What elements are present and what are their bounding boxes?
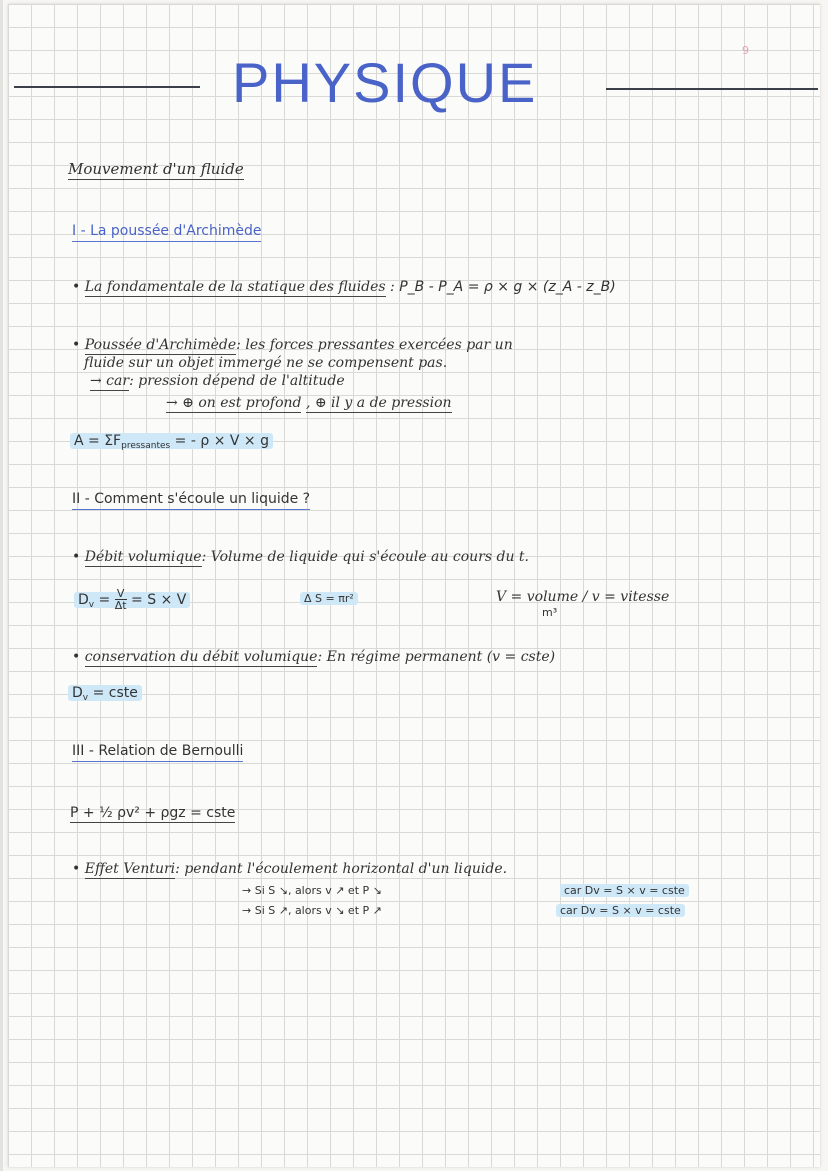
title-rule-left xyxy=(14,86,200,88)
dv-frac-den: Δt xyxy=(114,599,127,612)
arrow-line xyxy=(166,394,452,412)
bernoulli-formula xyxy=(70,804,235,822)
venturi-case-2: → Si S ↗, alors v ↘ et P ↗ xyxy=(242,904,382,917)
arrow-line-1: → ⊕ on est profond xyxy=(166,395,302,411)
formula-a: A = ΣF xyxy=(74,433,122,449)
arrow-line-2: , ⊕ il y a de pression xyxy=(305,395,452,411)
dv-symbol: D xyxy=(78,591,89,608)
dv-cste-symbol: D xyxy=(72,685,83,701)
dv-rhs: = S × V xyxy=(131,591,187,608)
conservation-line: • conservation du débit volumique: En régime permanent (v = cste) xyxy=(72,649,556,665)
poussee-label: Poussée d'Archimède xyxy=(84,337,237,353)
car-line xyxy=(90,372,345,390)
surface-formula-text: Δ S = πr² xyxy=(300,592,358,605)
car-text: : pression dépend de l'altitude xyxy=(129,373,345,389)
venturi-line: • Effet Venturi: pendant l'écoulement horizontal d'un liquide. xyxy=(72,861,508,877)
poussee-line-1: • Poussée d'Archimède: les forces pressantes exercées par un xyxy=(72,337,513,353)
fondamentale-formula: P_B - P_A = ρ × g × (z_A - z_B) xyxy=(399,279,616,295)
poussee-text-2: fluide sur un objet immergé ne se compensent pas. xyxy=(84,355,448,371)
debit-line: • Débit volumique: Volume de liquide qui s'écoule au cours du t. xyxy=(72,549,529,565)
formula-a-rhs: = - ρ × V × g xyxy=(174,433,269,449)
topic-title: Mouvement d'un fluide xyxy=(68,160,244,178)
venturi-case-1-note: car Dv = S × v = cste xyxy=(560,882,689,900)
conservation-text: : En régime permanent (v = cste) xyxy=(317,649,556,665)
section3-heading: III - Relation de Bernoulli xyxy=(72,742,243,762)
venturi-case-1: → Si S ↘, alors v ↗ et P ↘ xyxy=(242,884,382,897)
page-title: PHYSIQUE xyxy=(232,51,538,114)
dv-sub: v xyxy=(88,599,95,610)
formula-a-sub: pressantes xyxy=(121,441,171,451)
debit-label: Débit volumique xyxy=(84,549,202,565)
venturi-text: : pendant l'écoulement horizontal d'un liquide. xyxy=(175,861,508,877)
volume-note: V = volume / v = vitesse xyxy=(496,589,670,605)
archimede-formula xyxy=(70,432,273,455)
bernoulli-formula-text: P + ½ ρv² + ρgz = cste xyxy=(70,805,236,821)
section2-heading: II - Comment s'écoule un liquide ? xyxy=(72,490,310,510)
surface-formula xyxy=(300,590,358,608)
conservation-label: conservation du débit volumique xyxy=(84,649,318,665)
fondamentale-line: • La fondamentale de la statique des fluides : P_B - P_A = ρ × g × (z_A - z_B) xyxy=(72,279,616,295)
title-rule-right xyxy=(606,88,818,90)
venturi-label: Effet Venturi xyxy=(84,861,176,877)
car-label: → car xyxy=(90,373,130,389)
debit-text: : Volume de liquide qui s'écoule au cours du t. xyxy=(201,549,529,565)
venturi-case-2-note: car Dv = S × v = cste xyxy=(556,902,685,920)
fondamentale-label: La fondamentale de la statique des fluides xyxy=(84,279,386,295)
poussee-text-1: : les forces pressantes exercées par un xyxy=(236,337,513,353)
dv-frac-num: V xyxy=(115,588,127,600)
dv-cste-rhs: = cste xyxy=(92,685,138,701)
page-number: 9 xyxy=(742,44,749,57)
dv-formula: $D_v$ = $\frac{V}{\Delta t}$ = S × V xyxy=(74,588,190,614)
dv-cste: $D_v$ = cste xyxy=(68,684,142,707)
volume-unit: m³ xyxy=(542,606,558,619)
section1-heading: I - La poussée d'Archimède xyxy=(72,222,261,242)
